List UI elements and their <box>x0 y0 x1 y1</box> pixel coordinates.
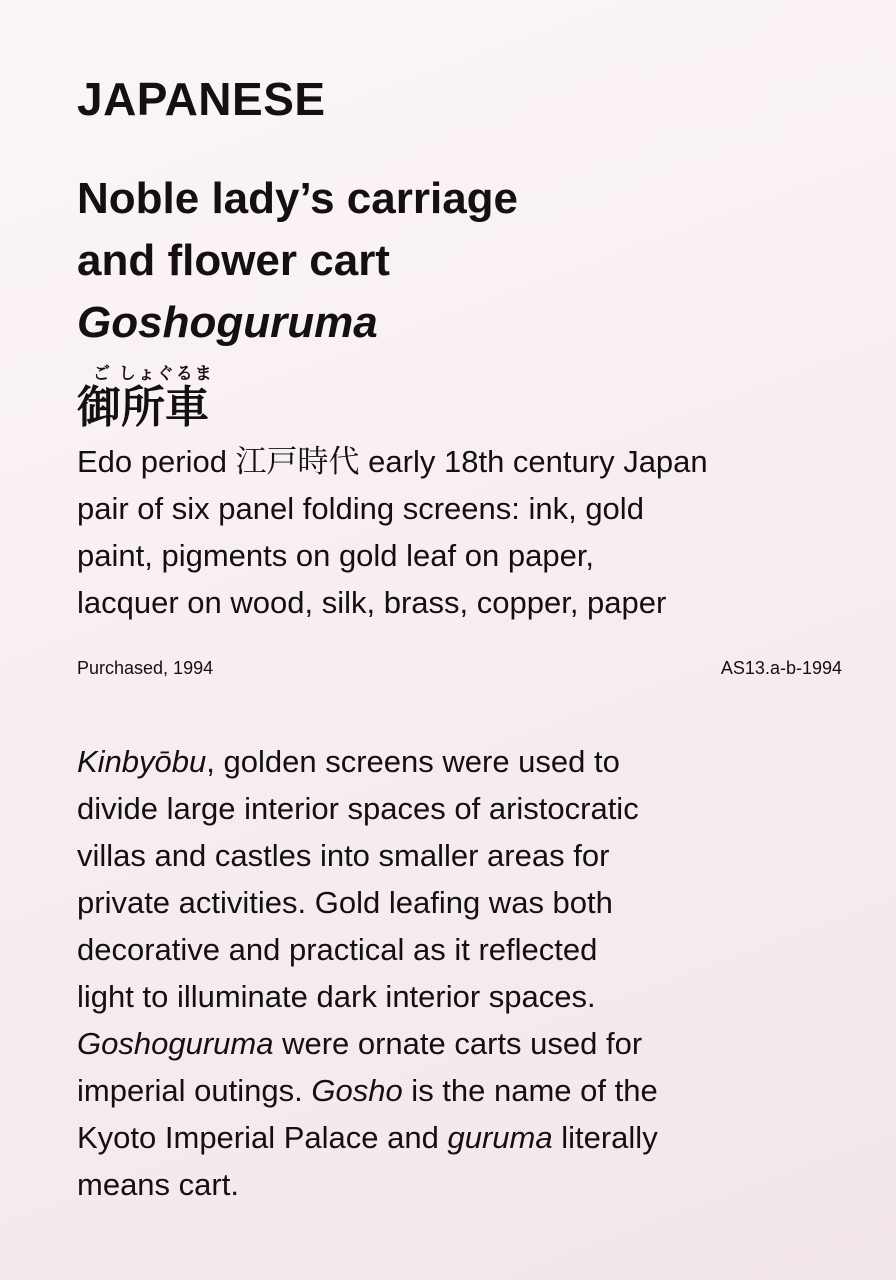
description-line-1: Kinbyōbu, golden screens were used to <box>77 744 620 779</box>
description-text <box>77 738 847 1208</box>
title-line-1: Noble lady’s carriage <box>77 174 519 223</box>
description-line-10: means cart. <box>77 1167 239 1202</box>
description-line-8: imperial outings. Gosho is the name of the <box>77 1073 658 1108</box>
description-line-5: decorative and practical as it reflected <box>77 932 598 967</box>
furigana-reading: ご しょぐるま <box>93 364 214 383</box>
description-line-9: Kyoto Imperial Palace and guruma literally <box>77 1120 658 1155</box>
title-romanized: Goshoguruma <box>77 298 378 347</box>
details-line-4: lacquer on wood, silk, brass, copper, paper <box>77 585 667 620</box>
credit-row <box>77 656 842 680</box>
artwork-details <box>77 438 847 626</box>
description-line-4: private activities. Gold leafing was both <box>77 885 613 920</box>
description-line-6: light to illuminate dark interior spaces. <box>77 979 596 1014</box>
accession-number: AS13.a-b-1994 <box>720 658 842 678</box>
museum-label <box>77 70 847 1208</box>
term-kinbyobu: Kinbyōbu <box>77 744 207 779</box>
category-heading: JAPANESE <box>77 73 326 125</box>
credit-line: Purchased, 1994 <box>77 658 214 678</box>
artwork-title <box>77 168 847 354</box>
details-line-2: pair of six panel folding screens: ink, gold <box>77 491 644 526</box>
description-line-2: divide large interior spaces of aristocratic <box>77 791 639 826</box>
term-gosho: Gosho <box>311 1073 403 1108</box>
details-line-3: paint, pigments on gold leaf on paper, <box>77 538 595 573</box>
description-line-7: Goshoguruma were ornate carts used for <box>77 1026 643 1061</box>
japanese-title <box>77 364 847 432</box>
description-line-3: villas and castles into smaller areas for <box>77 838 610 873</box>
title-line-2: and flower cart <box>77 236 390 285</box>
details-line-1: Edo period 江戸時代 early 18th century Japan <box>77 444 708 479</box>
term-goshoguruma: Goshoguruma <box>77 1026 274 1061</box>
kanji-title: 御所車 <box>77 383 209 432</box>
term-guruma: guruma <box>447 1120 553 1155</box>
